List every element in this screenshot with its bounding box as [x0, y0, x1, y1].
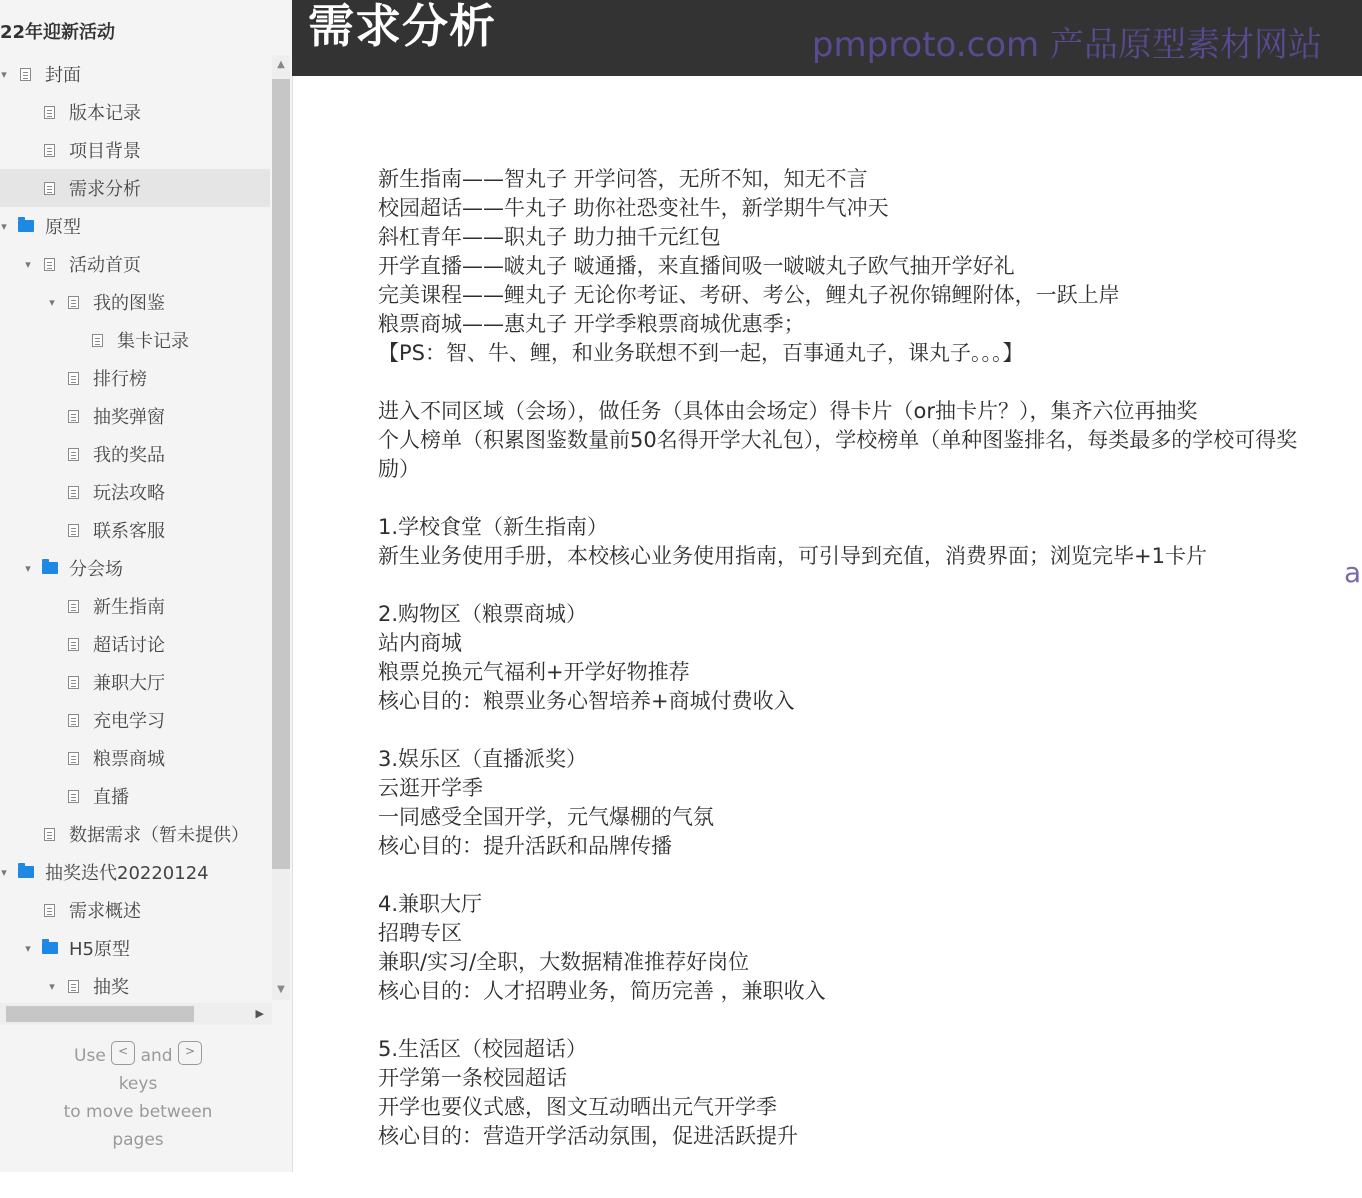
project-title: 22年迎新活动	[0, 22, 116, 43]
page-icon	[68, 296, 79, 309]
content-paragraph	[378, 165, 1358, 368]
content-paragraph	[378, 600, 1358, 716]
content-line: 励）	[378, 457, 420, 481]
scroll-up-icon[interactable]: ▲	[277, 59, 285, 70]
help-move-text: to move between	[63, 1102, 213, 1122]
scroll-right-icon[interactable]: ▶	[255, 1007, 264, 1020]
watermark-text: pmproto.com 产品原型素材网站	[811, 25, 1322, 65]
sidebar-item[interactable]	[0, 739, 270, 777]
sidebar-item[interactable]	[0, 93, 270, 131]
sidebar-item[interactable]	[0, 321, 270, 359]
sidebar-item[interactable]	[0, 511, 270, 549]
page-icon	[68, 714, 79, 727]
keyboard-help	[0, 1042, 276, 1154]
sidebar-item[interactable]	[0, 55, 270, 93]
content-line: 粮票兑换元气福利+开学好物推荐	[378, 660, 690, 684]
sidebar-item[interactable]	[0, 549, 270, 587]
help-use-text: Use	[74, 1046, 106, 1066]
sidebar-horizontal-scrollbar[interactable]	[0, 1003, 272, 1025]
expand-arrow-icon[interactable]: ▾	[49, 979, 55, 993]
content-line: 兼职/实习/全职，大数据精准推荐好岗位	[378, 950, 750, 974]
page-icon	[20, 68, 31, 81]
scroll-down-icon[interactable]: ▼	[277, 984, 285, 995]
expand-arrow-icon[interactable]: ▾	[25, 561, 31, 575]
content-paragraph	[378, 745, 1358, 861]
sidebar-item-label: 直播	[93, 787, 129, 808]
content-line: 招聘专区	[378, 921, 462, 945]
sidebar-item[interactable]	[0, 283, 270, 321]
page-icon	[68, 448, 79, 461]
sidebar-item-label: H5原型	[69, 939, 130, 960]
page-icon	[44, 258, 55, 271]
content-line: 完美课程——鲤丸子 无论你考证、考研、考公，鲤丸子祝你锦鲤附体，一跃上岸	[378, 283, 1120, 307]
content-line: 核心目的：提升活跃和品牌传播	[378, 834, 672, 858]
sidebar-item[interactable]	[0, 701, 270, 739]
content-line: 新生指南——智丸子 开学问答，无所不知，知无不言	[378, 167, 868, 191]
content-line: 进入不同区域（会场），做任务（具体由会场定）得卡片（or抽卡片？），集齐六位再抽奖	[378, 399, 1198, 423]
sidebar-item-label: 封面	[45, 65, 81, 86]
sidebar-item-label: 玩法攻略	[93, 483, 165, 504]
sidebar-item[interactable]	[0, 207, 270, 245]
sidebar-item-label: 粮票商城	[93, 749, 165, 770]
page-icon	[68, 676, 79, 689]
sidebar-item[interactable]	[0, 891, 270, 929]
content-line: 5.生活区（校园超话）	[378, 1037, 588, 1061]
sidebar-item-label: 我的奖品	[93, 445, 165, 466]
content-line: 站内商城	[378, 631, 462, 655]
content-line: 核心目的：人才招聘业务，简历完善 ，兼职收入	[378, 979, 826, 1003]
page-content	[378, 165, 1358, 1180]
expand-arrow-icon[interactable]: ▾	[1, 865, 7, 879]
expand-arrow-icon[interactable]: ▾	[1, 219, 7, 233]
content-line: 新生业务使用手册，本校核心业务使用指南，可引导到充值，消费界面；浏览完毕+1卡片	[378, 544, 1207, 568]
sidebar-item[interactable]	[0, 663, 270, 701]
help-keys-text: keys	[118, 1074, 158, 1094]
sidebar-item-label: 分会场	[69, 559, 123, 580]
folder-icon	[42, 942, 58, 954]
folder-icon	[18, 866, 34, 878]
sidebar-item-label: 活动首页	[69, 255, 141, 276]
content-line: 开学直播——啵丸子 啵通播，来直播间吸一啵啵丸子欧气抽开学好礼	[378, 254, 1015, 278]
page-icon	[68, 372, 79, 385]
content-line: 2.购物区（粮票商城）	[378, 602, 588, 626]
page-icon	[92, 334, 103, 347]
page-icon	[44, 828, 55, 841]
sidebar-item-label: 项目背景	[69, 141, 141, 162]
scrollbar-thumb[interactable]	[6, 1006, 194, 1022]
page-header	[292, 0, 1362, 76]
expand-arrow-icon[interactable]: ▾	[25, 941, 31, 955]
sidebar-item-label: 兼职大厅	[93, 673, 165, 694]
page-title: 需求分析	[308, 0, 496, 53]
sidebar-item-label: 抽奖迭代20220124	[45, 863, 209, 884]
sidebar-vertical-scrollbar[interactable]	[272, 55, 290, 1000]
edge-text: a	[1344, 556, 1362, 589]
sidebar-item[interactable]	[0, 929, 270, 967]
page-tree	[0, 55, 270, 1005]
page-icon	[68, 638, 79, 651]
sidebar-item-label: 需求概述	[69, 901, 141, 922]
content-line: 1.学校食堂（新生指南）	[378, 515, 609, 539]
content-line: 斜杠青年——职丸子 助力抽千元红包	[378, 225, 721, 249]
content-line: 【PS：智、牛、鲤，和业务联想不到一起，百事通丸子，课丸子。。。】	[378, 341, 1024, 365]
sidebar-item[interactable]	[0, 777, 270, 815]
content-line: 粮票商城——惠丸子 开学季粮票商城优惠季；	[378, 312, 805, 336]
page-icon	[68, 600, 79, 613]
content-line: 3.娱乐区（直播派奖）	[378, 747, 588, 771]
sidebar-item[interactable]	[0, 131, 270, 169]
page-icon	[68, 790, 79, 803]
content-line: 云逛开学季	[378, 776, 483, 800]
content-paragraph	[378, 890, 1358, 1006]
sidebar-item-label: 原型	[45, 217, 81, 238]
sidebar-item-label: 版本记录	[69, 103, 141, 124]
sidebar-item-label: 联系客服	[93, 521, 165, 542]
sidebar-item-label: 需求分析	[69, 179, 141, 200]
sidebar-item[interactable]	[0, 473, 270, 511]
sidebar-item-label: 抽奖弹窗	[93, 407, 165, 428]
sidebar-item[interactable]	[0, 435, 270, 473]
content-paragraph	[378, 397, 1358, 484]
content-line: 核心目的：营造开学活动氛围，促进活跃提升	[378, 1124, 798, 1148]
sidebar-item[interactable]	[0, 967, 270, 1005]
right-key-icon: >	[178, 1041, 202, 1065]
folder-icon	[42, 562, 58, 574]
page-icon	[44, 106, 55, 119]
content-line: 4.兼职大厅	[378, 892, 483, 916]
content-line: 校园超话——牛丸子 助你社恐变社牛，新学期牛气冲天	[378, 196, 889, 220]
page-icon	[68, 980, 79, 993]
sidebar-item[interactable]	[0, 625, 270, 663]
sidebar	[0, 0, 293, 1172]
help-and-text: and	[140, 1046, 173, 1066]
page-icon	[44, 904, 55, 917]
expand-arrow-icon[interactable]: ▾	[25, 257, 31, 271]
page-icon	[68, 524, 79, 537]
page-icon	[68, 752, 79, 765]
sidebar-item-label: 新生指南	[93, 597, 165, 618]
sidebar-item[interactable]	[0, 587, 270, 625]
sidebar-item[interactable]	[0, 245, 270, 283]
page-icon	[68, 486, 79, 499]
expand-arrow-icon[interactable]: ▾	[1, 67, 7, 81]
content-line: 开学第一条校园超话	[378, 1066, 567, 1090]
content-line: 开学也要仪式感，图文互动晒出元气开学季	[378, 1095, 777, 1119]
sidebar-item[interactable]	[0, 397, 270, 435]
sidebar-item[interactable]	[0, 169, 270, 207]
sidebar-item-label: 充电学习	[93, 711, 165, 732]
scrollbar-thumb[interactable]	[272, 79, 290, 869]
page-icon	[44, 182, 55, 195]
page-icon	[68, 410, 79, 423]
sidebar-item-label: 排行榜	[93, 369, 147, 390]
sidebar-item[interactable]	[0, 815, 270, 853]
sidebar-item-label: 集卡记录	[117, 331, 189, 352]
sidebar-item-label: 抽奖	[93, 977, 129, 998]
expand-arrow-icon[interactable]: ▾	[49, 295, 55, 309]
folder-icon	[18, 220, 34, 232]
content-paragraph	[378, 1035, 1358, 1151]
sidebar-item-label: 我的图鉴	[93, 293, 165, 314]
sidebar-item-label: 数据需求（暂未提供）	[69, 825, 249, 846]
content-paragraph	[378, 513, 1358, 571]
page-icon	[44, 144, 55, 157]
sidebar-item[interactable]	[0, 359, 270, 397]
sidebar-item[interactable]	[0, 853, 270, 891]
content-line: 个人榜单（积累图鉴数量前50名得开学大礼包），学校榜单（单种图鉴排名，每类最多的学校可得奖	[378, 428, 1298, 452]
content-line: 核心目的：粮票业务心智培养+商城付费收入	[378, 689, 795, 713]
left-key-icon: <	[111, 1041, 135, 1065]
sidebar-item-label: 超话讨论	[93, 635, 165, 656]
help-pages-text: pages	[112, 1130, 164, 1150]
content-line: 一同感受全国开学，元气爆棚的气氛	[378, 805, 714, 829]
